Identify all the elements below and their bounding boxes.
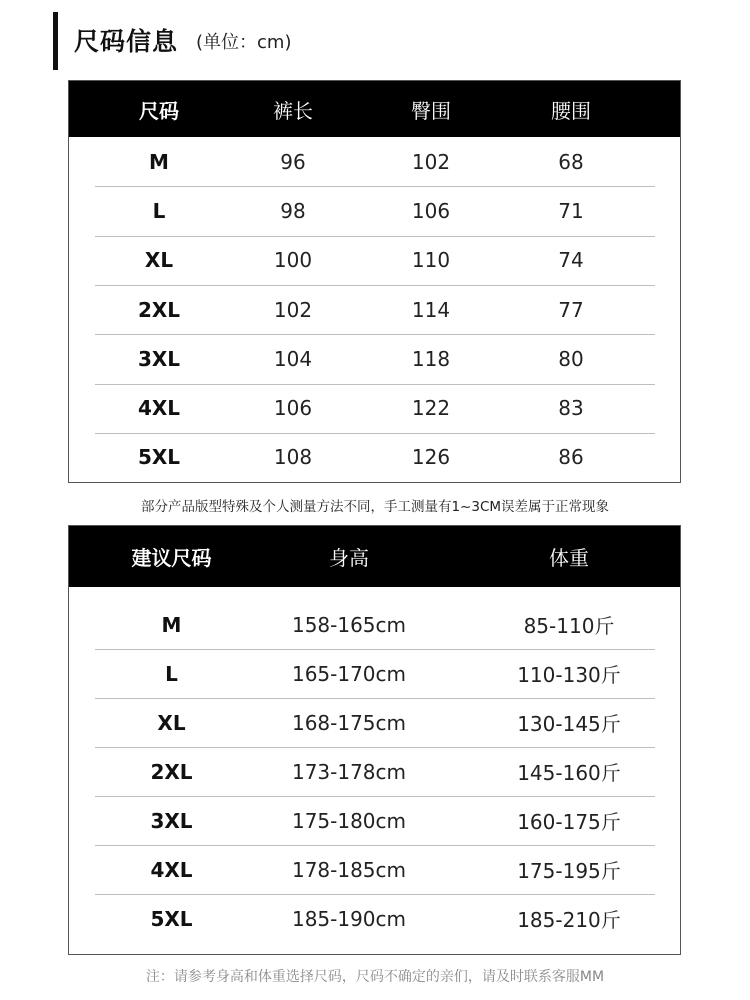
- table-row: [69, 747, 680, 796]
- size-cell: 5XL: [137, 445, 181, 470]
- length-cell: 98: [280, 198, 306, 223]
- height-cell: 165-170cm: [291, 661, 407, 686]
- footer-note: 注：请参考身高和体重选择尺码，尺码不确定的亲们，请及时联系客服MM: [145, 969, 605, 985]
- length-cell: 106: [273, 396, 313, 421]
- size-cell: 5XL: [150, 906, 193, 931]
- weight-cell: 130-145斤: [517, 712, 621, 736]
- table-row: [69, 334, 680, 383]
- header-hip: 臀围: [411, 98, 451, 123]
- table-row: [69, 698, 680, 747]
- weight-cell: 110-130斤: [517, 663, 621, 687]
- header-weight: 体重: [549, 546, 589, 570]
- size-cell: 4XL: [137, 396, 181, 421]
- table-row: [69, 600, 680, 649]
- size-cell: 3XL: [137, 346, 181, 371]
- waist-cell: 86: [558, 445, 584, 470]
- size-cell: 4XL: [150, 857, 193, 882]
- waist-cell: 74: [558, 248, 584, 273]
- height-cell: 158-165cm: [291, 612, 407, 637]
- recommend-table-header: [69, 526, 680, 587]
- weight-cell: 160-175斤: [517, 810, 621, 834]
- height-cell: 173-178cm: [291, 759, 407, 784]
- header-recommended-size: 建议尺码: [131, 546, 212, 570]
- hip-cell: 106: [411, 198, 451, 223]
- length-cell: 96: [280, 149, 306, 174]
- measurement-note: 部分产品版型特殊及个人测量方法不同，手工测量有1~3CM误差属于正常现象: [140, 499, 610, 515]
- waist-cell: 77: [558, 297, 584, 322]
- height-cell: 178-185cm: [291, 857, 407, 882]
- height-cell: 185-190cm: [291, 906, 407, 931]
- table-row: [69, 845, 680, 894]
- table-row: [69, 137, 680, 186]
- table-row: [69, 236, 680, 285]
- header-height: 身高: [329, 546, 369, 570]
- length-cell: 104: [273, 346, 313, 371]
- hip-cell: 110: [411, 248, 451, 273]
- table-row: [69, 649, 680, 698]
- header-length: 裤长: [273, 98, 313, 123]
- table-row: [69, 285, 680, 334]
- table-row: [69, 186, 680, 235]
- size-cell: M: [161, 612, 182, 637]
- size-cell: 2XL: [137, 297, 181, 322]
- recommend-table: [68, 525, 681, 955]
- waist-cell: 71: [558, 198, 584, 223]
- title-accent-bar: [53, 12, 58, 70]
- weight-cell: 85-110斤: [523, 614, 615, 638]
- header-size: 尺码: [139, 98, 179, 123]
- size-cell: L: [165, 661, 178, 686]
- header-waist: 腰围: [551, 98, 591, 123]
- length-cell: 108: [273, 445, 313, 470]
- size-cell: 3XL: [150, 808, 193, 833]
- height-cell: 175-180cm: [291, 808, 407, 833]
- size-cell: 2XL: [150, 759, 193, 784]
- table-row: [69, 433, 680, 482]
- waist-cell: 68: [558, 149, 584, 174]
- length-cell: 100: [273, 248, 313, 273]
- waist-cell: 80: [558, 346, 584, 371]
- table-row: [69, 384, 680, 433]
- weight-cell: 175-195斤: [517, 859, 621, 883]
- size-cell: XL: [157, 710, 186, 735]
- table-row: [69, 894, 680, 943]
- height-cell: 168-175cm: [291, 710, 407, 735]
- size-cell: XL: [144, 248, 174, 273]
- hip-cell: 114: [411, 297, 451, 322]
- table-row: [69, 796, 680, 845]
- waist-cell: 83: [558, 396, 584, 421]
- weight-cell: 145-160斤: [517, 761, 621, 785]
- size-cell: M: [149, 149, 169, 174]
- size-cell: L: [152, 198, 166, 223]
- length-cell: 102: [273, 297, 313, 322]
- size-table-header: [69, 81, 680, 137]
- hip-cell: 122: [411, 396, 451, 421]
- hip-cell: 118: [411, 346, 451, 371]
- weight-cell: 185-210斤: [517, 908, 621, 932]
- unit-label: (单位：cm): [196, 32, 292, 53]
- size-table: [68, 80, 681, 483]
- page-title: 尺码信息: [74, 27, 179, 56]
- hip-cell: 126: [411, 445, 451, 470]
- hip-cell: 102: [411, 149, 451, 174]
